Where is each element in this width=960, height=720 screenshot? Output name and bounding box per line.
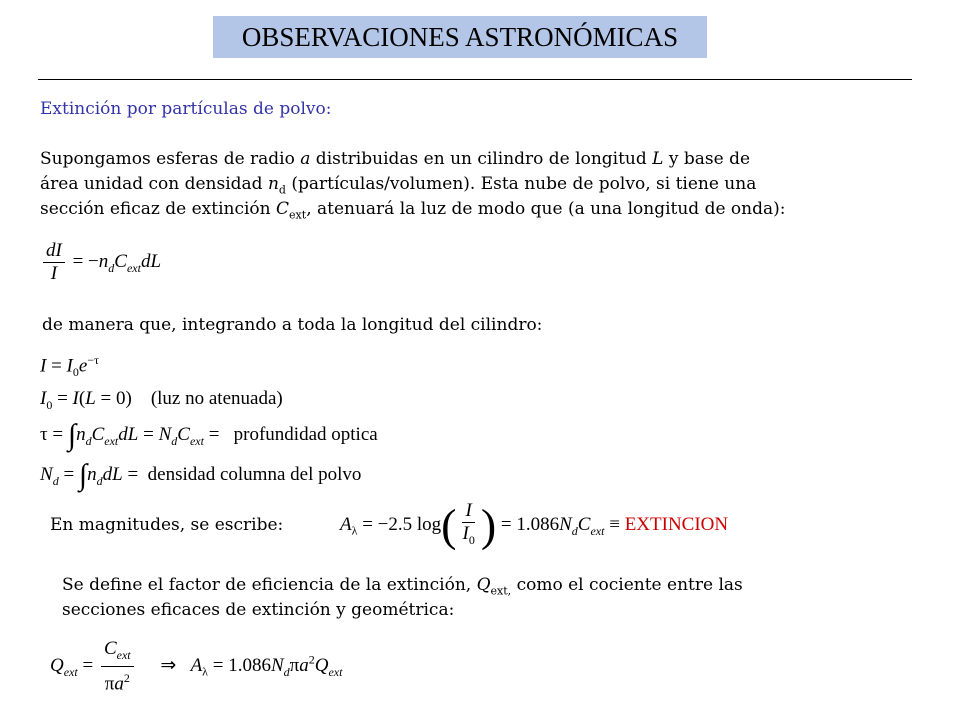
slide-title: OBSERVACIONES ASTRONÓMICAS [213,16,707,58]
magnitudes-label: En magnitudes, se escribe: [50,515,284,535]
equation-differential: $\frac{dI}{I}$ = $-n_dC_{ext}dL$ [40,240,161,285]
equation-efficiency: $Q_{ext}$ = $\frac{C_{ext}}{\pi a^2}$ ⇒ $A_\lambda = 1.086N_d\pi a^2Q_{ext}$ [50,638,343,695]
equation-column-density: $N_d = \int n_ddL$ = densidad columna del polvo [40,458,362,492]
paragraph-integrating: de manera que, integrando a toda la longitud del cilindro: [42,315,543,335]
section-subtitle: Extinción por partículas de polvo: [40,99,332,119]
equation-attenuation: $I = I_0e^{-\tau}$ [40,353,99,380]
paragraph-line-1: Supongamos esferas de radio a distribuidas en un cilindro de longitud L y base de [40,149,751,169]
equation-magnitude: $A_\lambda = -2.5$ log( $\frac{I}{I_0}$ ) = $1.086N_dC_{ext}$ ≡ EXTINCION [340,499,729,551]
paragraph-efficiency-2: secciones eficaces de extinción y geométrica: [62,600,455,620]
paragraph-line-2: área unidad con densidad $n_d$ (partículas/volumen). Esta nube de polvo, si tiene una [40,174,757,197]
paragraph-line-3: sección eficaz de extinción $C_{ext}$, atenuará la luz de modo que (a una longitud de onda): [40,199,786,222]
paragraph-efficiency-1: Se define el factor de eficiencia de la extinción, $Q_{ext,}$ como el cociente entre las [62,575,743,598]
equation-optical-depth: $\tau = \int n_dC_{ext}dL = N_dC_{ext}$ = profundidad optica [40,418,378,452]
equation-initial: $I_0 = I(L = 0)$ (luz no atenuada) [40,388,283,412]
title-divider [38,79,912,80]
